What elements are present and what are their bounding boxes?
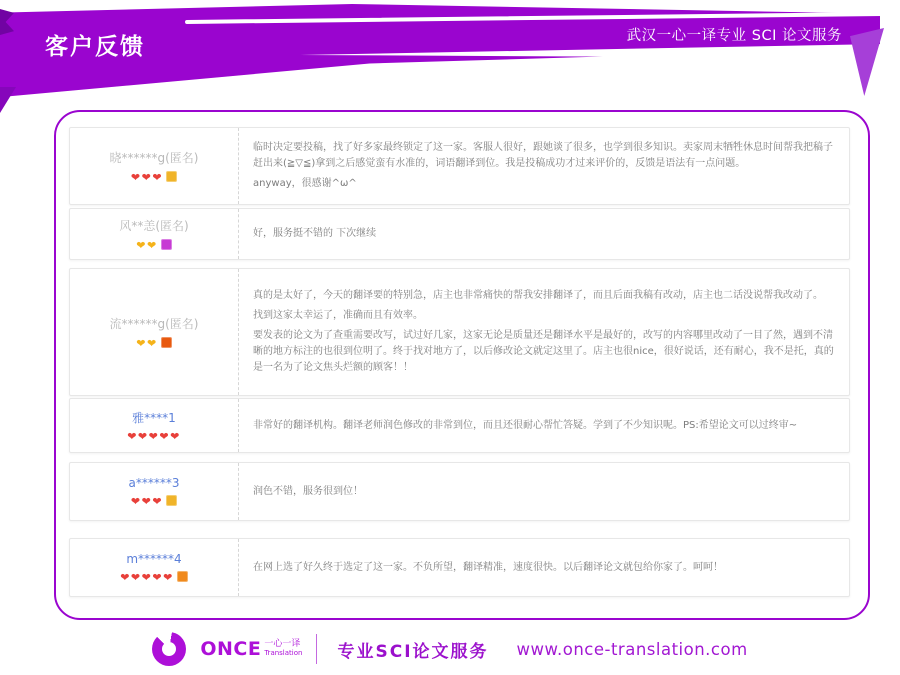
footer-divider (316, 634, 317, 664)
reviewer-name: 风**恙(匿名) (119, 219, 189, 233)
page-title: 客户反馈 (45, 34, 145, 60)
review-paragraph: 临时决定要投稿，找了好多家最终锁定了这一家。客服人很好，跟她谈了很多，也学到很多知识。卖家周末牺牲休息时间帮我把稿子赶出来(≧▽≦)拿到之后感觉蛮有水准的，词语翻译到位。我是投稿成功才过来评价的，反馈是语法有一点问题。 (253, 142, 833, 169)
rating-icons (136, 337, 171, 349)
rating-badge-icon (161, 239, 172, 250)
reviews-frame (54, 110, 870, 620)
reviewer-panel (70, 463, 238, 520)
footer (0, 628, 900, 670)
footer-website: www.once-translation.com (516, 639, 748, 659)
once-logo-icon (152, 632, 186, 666)
header-right-fold-icon (850, 28, 884, 96)
brand-label: 武汉一心一译专业 SCI 论文服务 (626, 28, 842, 44)
review-card (69, 462, 850, 521)
review-paragraph: 真的是太好了，今天的翻译要的特别急，店主也非常痛快的帮我安排翻译了，而且后面我稿有改动，店主也二话没说帮我改动了。 (253, 290, 823, 301)
heart-icons: ❤❤❤❤❤ (127, 430, 181, 443)
review-paragraph: 非常好的翻译机构。翻译老师润色修改的非常到位，而且还很耐心帮忙答疑。学到了不少知识呢。PS:希望论文可以过终审~ (253, 419, 798, 431)
reviewer-name: m******4 (126, 552, 182, 566)
review-paragraph: 在网上选了好久终于选定了这一家。不负所望，翻译精准，速度很快。以后翻译论文就包给你家了。呵呵！ (253, 561, 723, 573)
review-text (238, 463, 849, 520)
review-paragraph: anyway，很感谢^ω^ (253, 178, 357, 189)
review-text (238, 209, 849, 259)
reviewer-panel (70, 539, 238, 596)
review-text (238, 539, 849, 596)
logo-chinese-name: 一心一译 (264, 639, 301, 650)
rating-icons (131, 171, 177, 183)
heart-icons: ❤❤ (136, 239, 158, 252)
heart-icons: ❤❤❤❤❤ (120, 571, 174, 584)
review-card (69, 268, 850, 396)
rating-icons (131, 495, 177, 507)
review-paragraph: 好，服务挺不错的 下次继续 (253, 228, 377, 239)
reviewer-name: 雅****1 (132, 411, 176, 425)
heart-icons: ❤❤❤ (130, 171, 164, 184)
rating-icons (136, 239, 171, 251)
review-card (69, 398, 850, 453)
heart-icons: ❤❤❤ (130, 495, 164, 508)
logo-wordmark (200, 638, 302, 660)
reviewer-panel (70, 128, 238, 204)
reviewer-panel (70, 399, 238, 452)
rating-icons (127, 431, 181, 442)
review-paragraph: 找到这家太幸运了，准确而且有效率。 (253, 310, 423, 321)
review-text (238, 128, 849, 204)
reviewer-name: 晓******g(匿名) (109, 151, 199, 165)
rating-badge-icon (166, 495, 177, 506)
reviewer-name: 流******g(匿名) (109, 317, 199, 331)
reviewer-panel (70, 209, 238, 259)
review-paragraph: 要发表的论文为了查重需要改写，试过好几家，这家无论是质量还是翻译水平是最好的，改写的内容哪里改动了一目了然，遇到不清晰的地方标注的也很到位明了。终于找对地方了，以后修改论文就定这里了。店主也很nice，很好说话，还有耐心，我不是托，真的是一名为了论文焦头烂额的顾客！！ (253, 330, 834, 373)
review-card (69, 538, 850, 597)
review-paragraph: 润色不错，服务很到位！ (253, 485, 363, 497)
logo-subtitle: Translation (264, 649, 303, 658)
logo-side-text (264, 640, 302, 658)
review-text (238, 269, 849, 395)
reviewer-panel (70, 269, 238, 395)
once-logo-hole (162, 642, 176, 656)
rating-badge-icon (177, 571, 188, 582)
rating-badge-icon (166, 171, 177, 182)
rating-icons (120, 571, 188, 583)
reviewer-name: a******3 (128, 476, 180, 490)
review-card (69, 208, 850, 260)
rating-badge-icon (161, 337, 172, 348)
review-card (69, 127, 850, 205)
logo-name: ONCE (200, 638, 262, 660)
review-text (238, 399, 849, 452)
footer-tagline: 专业SCI论文服务 (337, 641, 489, 662)
heart-icons: ❤❤ (136, 337, 158, 350)
